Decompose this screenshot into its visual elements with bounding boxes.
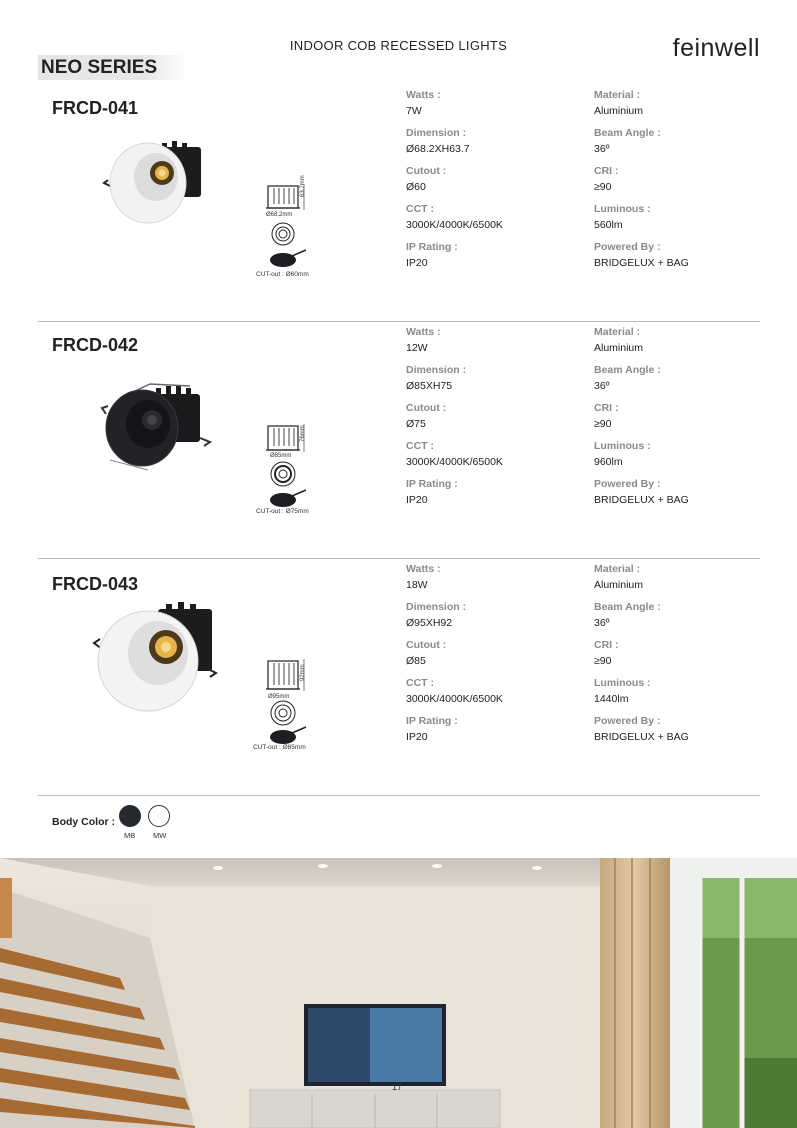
spec-value: BRIDGELUX + BAG xyxy=(594,731,689,743)
spec-item xyxy=(406,639,576,677)
section-divider xyxy=(38,321,760,322)
dimension-diameter: Ø95mm xyxy=(268,694,290,700)
spec-value: 1440lm xyxy=(594,693,629,705)
spec-value: ≥90 xyxy=(594,181,612,193)
spec-label: Powered By : xyxy=(594,241,661,253)
spec-item xyxy=(594,127,764,165)
spec-label: Beam Angle : xyxy=(594,601,661,613)
spec-label: Watts : xyxy=(406,89,441,101)
spec-item xyxy=(594,440,764,478)
spec-item xyxy=(594,203,764,241)
spec-item xyxy=(406,563,576,601)
spec-value: Ø68.2XH63.7 xyxy=(406,143,470,155)
dimension-height: 76mm xyxy=(300,425,306,442)
spec-value: 18W xyxy=(406,579,428,591)
white-downlight-image xyxy=(88,599,223,714)
spec-label: Material : xyxy=(594,563,641,575)
dimension-diameter: Ø68.2mm xyxy=(266,212,293,218)
dimension-height: 92mm xyxy=(300,664,306,681)
spec-value: Aluminium xyxy=(594,342,644,354)
spec-label: Cutout : xyxy=(406,639,447,651)
spec-item xyxy=(594,326,764,364)
spec-label: Material : xyxy=(594,89,641,101)
spec-value: ≥90 xyxy=(594,418,612,430)
cutout-label: CUT-out : Ø60mm xyxy=(256,271,309,278)
spec-value: Aluminium xyxy=(594,105,644,117)
series-title: NEO SERIES xyxy=(41,57,158,78)
dimension-drawing xyxy=(262,180,322,280)
spec-item xyxy=(594,715,764,753)
cutout-label: CUT-out : Ø85mm xyxy=(253,744,306,751)
spec-label: CRI : xyxy=(594,639,619,651)
spec-item xyxy=(406,203,576,241)
spec-value: BRIDGELUX + BAG xyxy=(594,257,689,269)
series-banner xyxy=(38,55,188,80)
color-code-mw: MW xyxy=(153,831,167,840)
spec-label: IP Rating : xyxy=(406,715,458,727)
spec-value: IP20 xyxy=(406,257,428,269)
black-downlight-image xyxy=(100,378,215,473)
white-downlight-image xyxy=(100,135,210,230)
color-swatch-mb xyxy=(119,805,141,827)
spec-value: Ø60 xyxy=(406,181,426,193)
spec-label: Beam Angle : xyxy=(594,127,661,139)
spec-item xyxy=(594,402,764,440)
spec-item xyxy=(406,478,576,516)
dimension-drawing xyxy=(262,420,322,520)
spec-item xyxy=(406,601,576,639)
spec-value: ≥90 xyxy=(594,655,612,667)
spec-item xyxy=(406,440,576,478)
product-section xyxy=(0,89,797,332)
spec-label: Cutout : xyxy=(406,402,447,414)
spec-value: Ø85XH75 xyxy=(406,380,453,392)
spec-label: Watts : xyxy=(406,326,441,338)
spec-value: 7W xyxy=(406,105,422,117)
section-divider xyxy=(38,795,760,796)
spec-item xyxy=(594,639,764,677)
spec-value: 3000K/4000K/6500K xyxy=(406,219,503,231)
spec-item xyxy=(594,478,764,516)
spec-value: Aluminium xyxy=(594,579,644,591)
spec-item xyxy=(594,165,764,203)
spec-label: CRI : xyxy=(594,165,619,177)
spec-item xyxy=(406,677,576,715)
spec-label: IP Rating : xyxy=(406,241,458,253)
spec-label: Material : xyxy=(594,326,641,338)
product-model: FRCD-042 xyxy=(52,335,139,355)
spec-value: 36º xyxy=(594,617,610,629)
spec-item xyxy=(594,601,764,639)
section-divider xyxy=(38,558,760,559)
brand-logo: feinwell xyxy=(672,34,760,62)
spec-item xyxy=(406,402,576,440)
spec-label: Dimension : xyxy=(406,127,467,139)
spec-item xyxy=(594,677,764,715)
spec-item xyxy=(406,89,576,127)
spec-label: CRI : xyxy=(594,402,619,414)
spec-value: 560lm xyxy=(594,219,623,231)
spec-item xyxy=(594,89,764,127)
spec-item xyxy=(594,364,764,402)
product-model: FRCD-041 xyxy=(52,98,139,118)
spec-value: IP20 xyxy=(406,731,428,743)
spec-label: Luminous : xyxy=(594,203,651,215)
spec-item xyxy=(406,715,576,753)
spec-value: 12W xyxy=(406,342,428,354)
spec-label: CCT : xyxy=(406,677,434,689)
spec-label: Luminous : xyxy=(594,677,651,689)
spec-value: BRIDGELUX + BAG xyxy=(594,494,689,506)
spec-item xyxy=(406,364,576,402)
spec-label: Dimension : xyxy=(406,364,467,376)
spec-value: Ø75 xyxy=(406,418,426,430)
color-swatch-mw xyxy=(148,805,170,827)
body-color-label: Body Color : xyxy=(52,816,115,828)
spec-value: 36º xyxy=(594,380,610,392)
spec-label: Cutout : xyxy=(406,165,447,177)
spec-value: 960lm xyxy=(594,456,623,468)
spec-label: CCT : xyxy=(406,203,434,215)
spec-item xyxy=(406,326,576,364)
dimension-height: 63.7mm xyxy=(300,175,306,197)
product-model: FRCD-043 xyxy=(52,574,139,594)
spec-item xyxy=(406,241,576,279)
spec-item xyxy=(406,127,576,165)
spec-value: 36º xyxy=(594,143,610,155)
spec-value: Ø95XH92 xyxy=(406,617,453,629)
spec-item xyxy=(594,241,764,279)
spec-label: Dimension : xyxy=(406,601,467,613)
product-section xyxy=(0,563,797,806)
spec-label: Beam Angle : xyxy=(594,364,661,376)
spec-label: CCT : xyxy=(406,440,434,452)
spec-item xyxy=(406,165,576,203)
spec-item xyxy=(594,563,764,601)
page-number: 17 xyxy=(392,1082,403,1092)
dimension-diameter: Ø85mm xyxy=(270,453,292,459)
spec-value: IP20 xyxy=(406,494,428,506)
spec-label: Luminous : xyxy=(594,440,651,452)
spec-label: IP Rating : xyxy=(406,478,458,490)
product-section xyxy=(0,326,797,569)
spec-label: Powered By : xyxy=(594,715,661,727)
spec-label: Powered By : xyxy=(594,478,661,490)
dimension-drawing xyxy=(262,655,322,755)
spec-value: 3000K/4000K/6500K xyxy=(406,693,503,705)
color-code-mb: MB xyxy=(124,831,136,840)
spec-value: Ø85 xyxy=(406,655,426,667)
page-header-title: INDOOR COB RECESSED LIGHTS xyxy=(289,38,508,53)
cutout-label: CUT-out : Ø75mm xyxy=(256,508,309,515)
spec-value: 3000K/4000K/6500K xyxy=(406,456,503,468)
spec-label: Watts : xyxy=(406,563,441,575)
